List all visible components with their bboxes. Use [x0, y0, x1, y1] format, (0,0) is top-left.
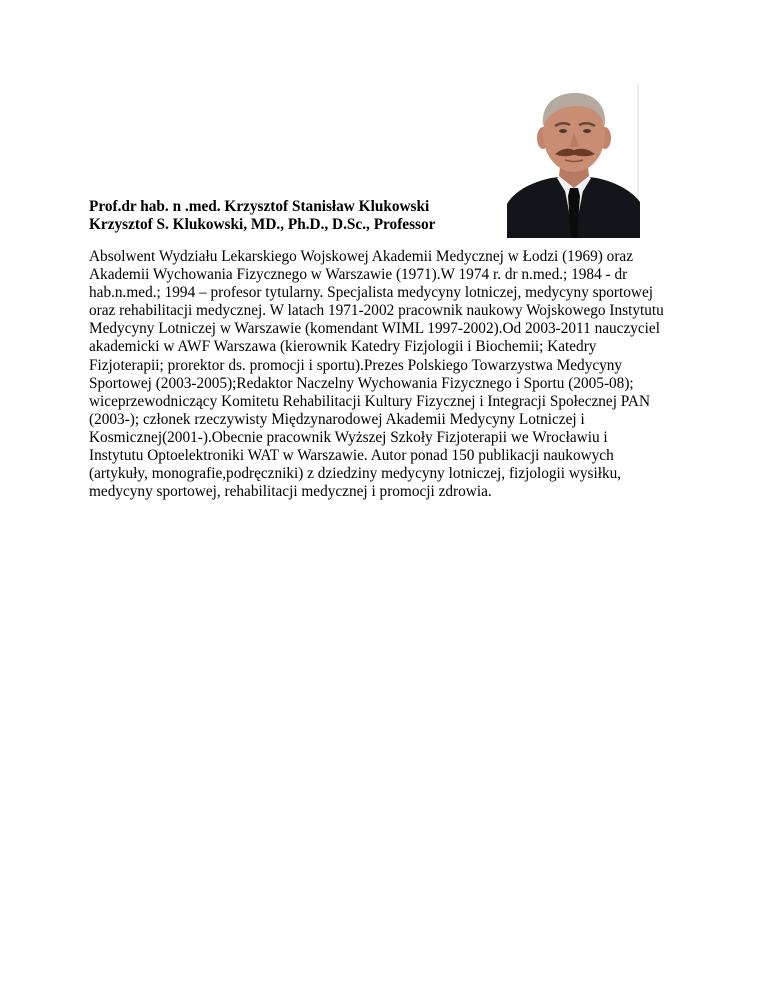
heading-polish-name: Prof.dr hab. n .med. Krzysztof Stanisław Klukowski: [89, 198, 430, 215]
bio-line: Sportowej (2003-2005);Redaktor Naczelny Wychowania Fizycznego i Sportu (2005-08);: [89, 374, 634, 392]
portrait-icon: [507, 84, 640, 238]
bio-line: akademicki w AWF Warszawa (kierownik Katedry Fizjologii i Biochemii; Katedry: [89, 338, 597, 356]
heading-english-name: Krzysztof S. Klukowski, MD., Ph.D., D.Sc., Professor: [89, 216, 436, 233]
bio-line: (artykuły, monografie,podręczniki) z dziedziny medycyny lotniczej, fizjologii wysiłku,: [89, 465, 622, 483]
bio-line: Medycyny Lotniczej w Warszawie (komendant WIML 1997-2002).Od 2003-2011 nauczyciel: [89, 320, 660, 338]
bio-line: wiceprzewodniczący Komitetu Rehabilitacji Kultury Fizycznej i Integracji Społecznej PAN: [89, 392, 650, 410]
bio-line: Kosmicznej(2001-).Obecnie pracownik Wyższej Szkoły Fizjoterapii we Wrocławiu i: [89, 428, 608, 446]
bio-line: medycyny sportowej, rehabilitacji medycznej i promocji zdrowia.: [89, 483, 492, 501]
bio-line: Fizjoterapii; prorektor ds. promocji i sportu).Prezes Polskiego Towarzystwa Medycyny: [89, 356, 623, 374]
bio-line: (2003-); członek rzeczywisty Międzynarodowej Akademii Medycyny Lotniczej i: [89, 410, 585, 428]
bio-line: hab.n.med.; 1994 – profesor tytularny. Specjalista medycyny lotniczej, medycyny sportowej: [89, 284, 654, 302]
bio-line: Absolwent Wydziału Lekarskiego Wojskowej Akademii Medycznej w Łodzi (1969) oraz: [89, 248, 634, 265]
bio-line: oraz rehabilitacji medycznej. W latach 1971-2002 pracownik naukowy Wojskowego Instytutu: [89, 302, 664, 320]
heading: [89, 198, 509, 234]
bio-line: Instytutu Optoelektroniki WAT w Warszawie. Autor ponad 150 publikacji naukowych: [89, 447, 614, 465]
portrait-photo: [507, 84, 640, 238]
biography-paragraph: [89, 248, 699, 501]
bio-line: Akademii Wychowania Fizycznego w Warszawie (1971).W 1974 r. dr n.med.; 1984 - dr: [89, 266, 628, 284]
